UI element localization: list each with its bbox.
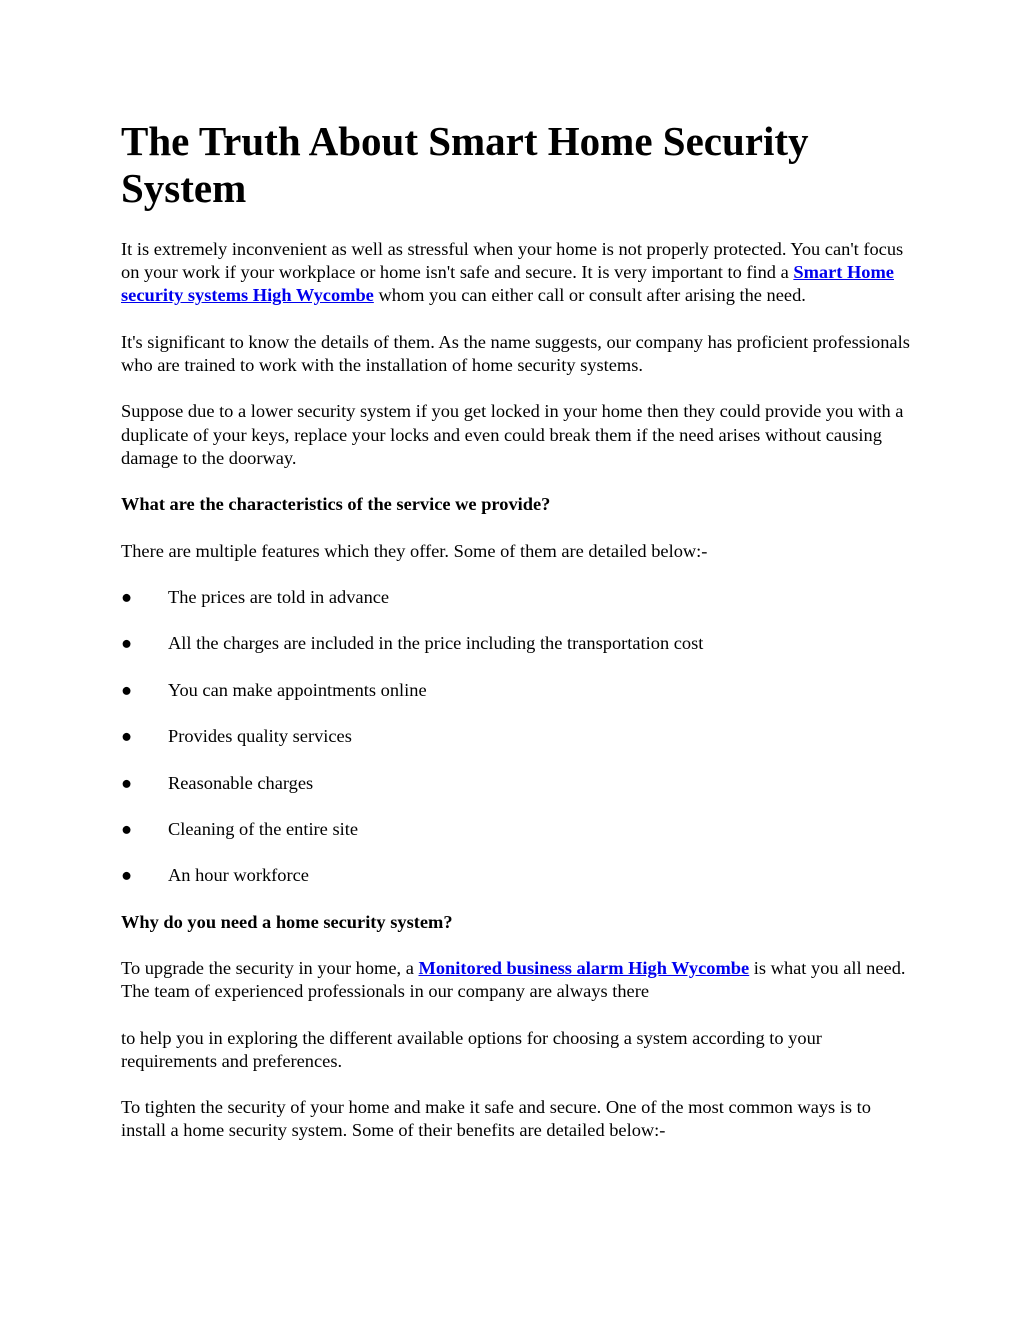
list-item-text: The prices are told in advance xyxy=(168,586,390,607)
list-item xyxy=(121,818,911,841)
list-item-text: Reasonable charges xyxy=(168,772,314,793)
upgrade-text-before: To upgrade the security in your home, a xyxy=(121,958,419,979)
list-item-text: You can make appointments online xyxy=(168,679,427,700)
benefits-paragraph: To tighten the security of your home and make it safe and secure. One of the most common ways is to install a home security system. Some of their benefits are detailed below:- xyxy=(121,1097,871,1141)
bullet-icon: ● xyxy=(121,726,133,747)
help-paragraph: to help you in exploring the different available options for choosing a system according to your requirements and preferences. xyxy=(121,1027,822,1071)
characteristics-heading: What are the characteristics of the service we provide? xyxy=(121,494,551,515)
list-item xyxy=(121,679,911,702)
list-item xyxy=(121,586,911,609)
intro-text-before: It is extremely inconvenient as well as stressful when your home is not properly protected. You can't focus on your work if your workplace or home isn't safe and secure. It is very important to find a xyxy=(121,239,904,283)
intro-text-after: whom you can either call or consult after arising the need. xyxy=(373,285,806,306)
features-list xyxy=(121,586,911,888)
monitored-alarm-link[interactable]: Monitored business alarm High Wycombe xyxy=(418,958,750,979)
bullet-icon: ● xyxy=(121,586,133,607)
upgrade-text-after: is what you all need. The team of experienced professionals in our company are always there xyxy=(121,958,906,1002)
bullet-icon: ● xyxy=(121,865,133,886)
details-paragraph: It's significant to know the details of them. As the name suggests, our company has proficient professionals who are trained to work with the installation of home security systems. xyxy=(121,331,910,375)
document-page xyxy=(121,118,911,1166)
intro-paragraph xyxy=(121,238,911,308)
bullet-icon: ● xyxy=(121,633,133,654)
list-item xyxy=(121,632,911,655)
features-intro: There are multiple features which they offer. Some of them are detailed below:- xyxy=(121,540,708,561)
bullet-icon: ● xyxy=(121,772,133,793)
list-item xyxy=(121,725,911,748)
bullet-icon: ● xyxy=(121,679,133,700)
bullet-icon: ● xyxy=(121,818,133,839)
list-item xyxy=(121,772,911,795)
list-item xyxy=(121,864,911,887)
list-item-text: Provides quality services xyxy=(168,726,352,747)
list-item-text: An hour workforce xyxy=(168,865,309,886)
page-title: The Truth About Smart Home Security System xyxy=(121,118,809,211)
upgrade-paragraph xyxy=(121,957,911,1003)
why-heading: Why do you need a home security system? xyxy=(121,911,453,932)
list-item-text: Cleaning of the entire site xyxy=(168,818,358,839)
list-item-text: All the charges are included in the price including the transportation cost xyxy=(168,633,704,654)
locked-out-paragraph: Suppose due to a lower security system if you get locked in your home then they could provide you with a duplicate of your keys, replace your locks and even could break them if the need arises without causing damage to the doorway. xyxy=(121,401,904,468)
smart-home-security-link[interactable]: Smart Home security systems High Wycombe xyxy=(121,262,894,306)
